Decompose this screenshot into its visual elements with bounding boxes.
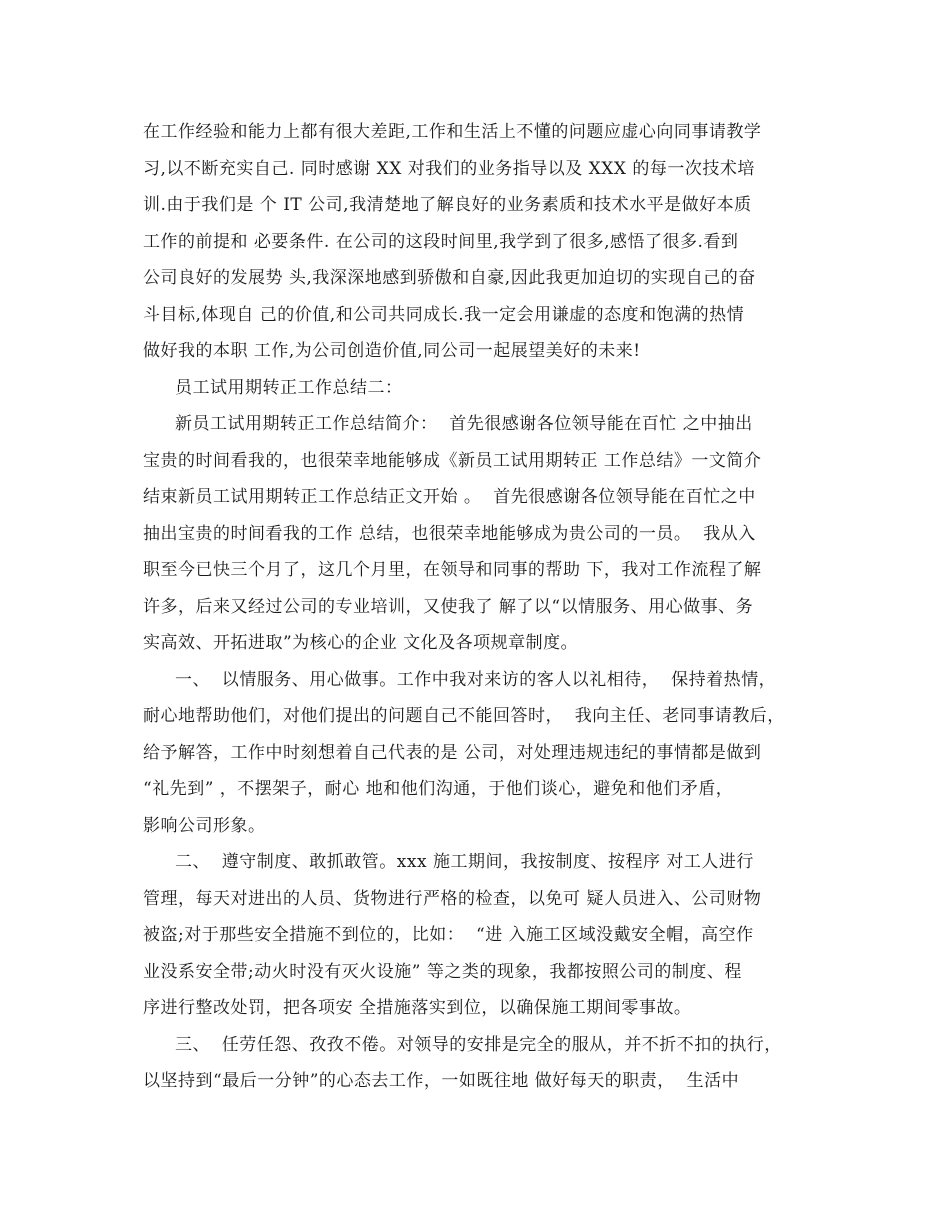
text-line: 公司良好的发展势 头,我深深地感到骄傲和自豪,因此我更加迫切的实现自己的奋 <box>143 268 756 288</box>
text-line: “礼先到” ，不摆架子，耐心 地和他们沟通，于他们谈心，避免和他们矛盾， <box>143 779 734 799</box>
text-line: 工作的前提和 必要条件. 在公司的这段时间里,我学到了很多,感悟了很多.看到 <box>143 232 739 252</box>
text-line: 以坚持到“最后一分钟”的心态去工作，一如既往地 做好每天的职责， 生活中 <box>143 1071 740 1091</box>
text-line: 业没系安全带;动火时没有灭火设施” 等之类的现象，我都按照公司的制度、程 <box>143 962 742 982</box>
text-line: 训.由于我们是 个 IT 公司,我清楚地了解良好的业务素质和技术水平是做好本质 <box>143 195 752 215</box>
text-line: 序进行整改处罚，把各项安 全措施落实到位，以确保施工期间零事故。 <box>143 998 692 1018</box>
text-line: 斗目标,体现自 己的价值,和公司共同成长.我一定会用谦虚的态度和饱满的热情 <box>143 305 745 325</box>
text-line: 在工作经验和能力上都有很大差距,工作和生活上不懂的问题应虚心向同事请教学 <box>143 122 762 142</box>
text-line: 影响公司形象。 <box>143 816 266 836</box>
text-line: 新员工试用期转正工作总结简介： 首先很感谢各位领导能在百忙 之中抽出 <box>175 414 753 434</box>
text-line: 给予解答，工作中时刻想着自己代表的是 公司，对处理违规违纪的事情都是做到 <box>143 743 762 763</box>
text-line: 二、 遵守制度、敢抓敢管。xxx 施工期间，我按制度、按程序 对工人进行 <box>175 852 754 872</box>
text-line: 做好我的本职 工作,为公司创造价值,同公司一起展望美好的未来! <box>143 341 641 361</box>
text-line: 耐心地帮助他们，对他们提出的问题自己不能回答时， 我向主任、老同事请教后， <box>143 706 785 726</box>
text-line: 结束新员工试用期转正工作总结正文开始 。 首先很感谢各位领导能在百忙之中 <box>143 487 756 507</box>
text-line: 许多，后来又经过公司的专业培训，又使我了 解了以“以情服务、用心做事、务 <box>143 597 754 617</box>
text-line: 职至今已快三个月了，这几个月里，在领导和同事的帮助 下，我对工作流程了解 <box>143 560 762 580</box>
text-line: 被盗;对于那些安全措施不到位的，比如： “进 入施工区域没戴安全帽，高空作 <box>143 925 754 945</box>
text-line: 管理，每天对进出的人员、货物进行严格的检查，以免可 疑人员进入、公司财物 <box>143 889 762 909</box>
text-line: 习,以不断充实自己. 同时感谢 XX 对我们的业务指导以及 XXX 的每一次技术培 <box>143 159 755 179</box>
text-line: 实高效、开拓进取”为核心的企业 文化及各项规章制度。 <box>143 633 579 653</box>
text-line: 抽出宝贵的时间看我的工作 总结，也很荣幸地能够成为贵公司的一员。 我从入 <box>143 524 756 544</box>
text-line: 一、 以情服务、用心做事。工作中我对来访的客人以礼相待， 保持着热情， <box>175 670 777 690</box>
text-line: 宝贵的时间看我的，也很荣幸地能够成《新员工试用期转正 工作总结》一文简介 <box>143 451 762 471</box>
text-line: 三、 任劳任怨、孜孜不倦。对领导的安排是完全的服从，并不折不扣的执行， <box>175 1035 782 1055</box>
section-heading: 员工试用期转正工作总结二： <box>175 378 403 398</box>
